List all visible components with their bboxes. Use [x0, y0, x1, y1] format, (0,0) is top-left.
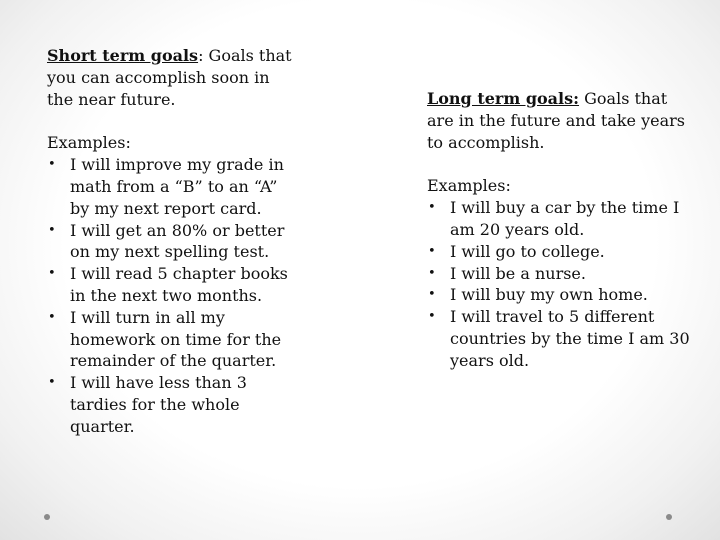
short-term-example: • I will turn in all my homework on time for the remainder of the quarter. — [47, 307, 297, 372]
short-term-examples-list — [47, 154, 297, 437]
corner-dot-left-decoration — [44, 514, 50, 520]
long-term-example: • I will buy my own home. — [427, 284, 697, 306]
short-term-goals-section — [47, 45, 297, 438]
short-term-heading: Short term goals — [47, 46, 199, 65]
corner-dot-right-decoration — [666, 514, 672, 520]
short-term-examples-label: Examples: — [47, 133, 131, 153]
short-term-example: • I will read 5 chapter books in the next two months. — [47, 263, 297, 307]
short-term-example: • I will improve my grade in math from a “B” to an “A” by my next report card. — [47, 154, 297, 219]
long-term-definition-text: Goals that are in the future and take years to accomplish. — [427, 89, 685, 152]
short-term-definition — [47, 45, 297, 110]
long-term-examples-label: Examples: — [427, 176, 511, 196]
long-term-examples-list — [427, 197, 697, 371]
long-term-example: • I will buy a car by the time I am 20 years old. — [427, 197, 697, 241]
short-term-example: • I will get an 80% or better on my next spelling test. — [47, 220, 297, 264]
long-term-heading: Long term goals: — [427, 89, 580, 108]
long-term-example: • I will travel to 5 different countries by the time I am 30 years old. — [427, 306, 697, 371]
long-term-goals-section — [427, 88, 697, 372]
long-term-example: • I will be a nurse. — [427, 263, 697, 285]
long-term-example: • I will go to college. — [427, 241, 697, 263]
long-term-definition — [427, 88, 697, 153]
short-term-example: • I will have less than 3 tardies for the whole quarter. — [47, 372, 297, 437]
short-term-definition-text: : Goals that you can accomplish soon in the near future. — [47, 46, 292, 109]
